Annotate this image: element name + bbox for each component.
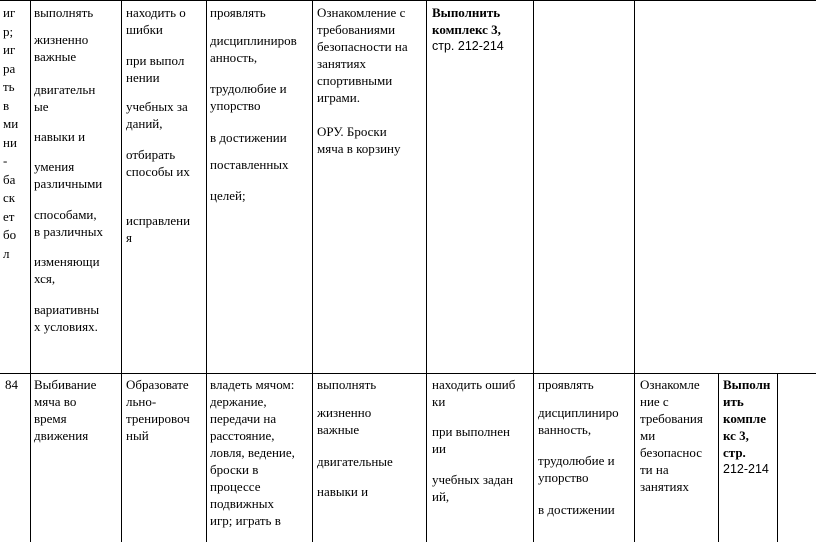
game-name-text: иг р; иг ра ть в ми ни - ба ск ет бо л: [3, 5, 19, 261]
cell-text: Ознакомление с требованиями безопасности на занятиях спортивными играми.: [317, 5, 408, 105]
column-divider: [121, 373, 122, 542]
cell-text: при выполнен ии: [432, 424, 510, 456]
cell-text: выполнять: [34, 5, 94, 20]
row2-lesson-topic-cell: [34, 376, 120, 444]
cell-text: проявлять: [210, 5, 266, 20]
column-divider: [121, 0, 122, 373]
cell-text: комплекс 3,: [432, 22, 501, 37]
cell-text: 212-214: [723, 462, 769, 476]
column-divider: [206, 373, 207, 542]
column-divider: [206, 0, 207, 373]
cell-text: стр. 212-214: [432, 39, 504, 53]
cell-text: дисциплиниров анность,: [210, 33, 297, 65]
cell-text: учебных задан ий,: [432, 472, 514, 504]
cell-text: изменяющи хся,: [34, 254, 100, 286]
cell-text: двигательные: [317, 454, 393, 469]
cell-text: Выполнить: [432, 5, 501, 20]
column-divider: [718, 373, 719, 542]
column-divider: [312, 373, 313, 542]
row2-lesson-content-cell: [640, 376, 718, 495]
table-top-border: [0, 0, 816, 1]
cell-text: выполнять: [317, 377, 377, 392]
cell-text: умения различными: [34, 159, 103, 191]
cell-text: жизненно важные: [34, 32, 89, 64]
column-divider: [426, 0, 427, 373]
column-divider: [30, 373, 31, 542]
cell-text: при выпол нении: [126, 53, 185, 85]
cell-text: в достижении: [538, 502, 615, 517]
cell-text: вариативны х условиях.: [34, 302, 100, 334]
row1-homework-cell: [432, 4, 532, 55]
cell-text: жизненно важные: [317, 405, 372, 437]
cell-text: находить ошиб ки: [432, 377, 516, 409]
column-divider: [30, 0, 31, 373]
cell-text: поставленных: [210, 157, 289, 172]
column-divider: [533, 373, 534, 542]
cell-text: трудолюбие и упорство: [538, 453, 615, 485]
cell-text: Ознакомле ние с требования ми безопаснос ти на занятиях: [640, 377, 703, 494]
column-divider: [312, 0, 313, 373]
row2-ball-skills-cell: [210, 376, 310, 529]
column-divider: [634, 373, 635, 542]
cell-text: навыки и: [317, 484, 369, 499]
cell-text: учебных за даний,: [126, 99, 188, 131]
cell-text: ОРУ. Броски мяча в корзину: [317, 124, 401, 156]
cell-text: двигательн ые: [34, 82, 96, 114]
column-divider: [634, 0, 635, 373]
column-divider: [777, 373, 778, 542]
cell-text: владеть мячом: держание, передачи на расстояние, ловля, ведение, броски в процессе подвижных игр; играть в: [210, 377, 295, 528]
row1-game-name-fragment: [3, 4, 29, 263]
cell-text: исправлени я: [126, 213, 191, 245]
cell-text: целей;: [210, 188, 246, 203]
cell-text: навыки и: [34, 129, 86, 144]
cell-text: проявлять: [538, 377, 594, 392]
cell-text: способами, в различных: [34, 207, 103, 239]
row2-homework-cell: [723, 376, 777, 478]
column-divider: [533, 0, 534, 373]
cell-text: Образовате льно- тренировоч ный: [126, 377, 190, 443]
cell-text: находить о шибки: [126, 5, 186, 37]
cell-text: трудолюбие и упорство: [210, 81, 287, 113]
cell-text: отбирать способы их: [126, 147, 190, 179]
row2-lesson-type-cell: [126, 376, 206, 444]
cell-text: в достижении: [210, 130, 287, 145]
row2-lesson-number: [5, 376, 29, 393]
lesson-number-text: 84: [5, 377, 18, 392]
cell-text: Выбивание мяча во время движения: [34, 377, 97, 443]
cell-text: дисциплиниро ванность,: [538, 405, 619, 437]
cell-text: Выполн ить компле кс 3,: [723, 377, 771, 443]
row-divider: [0, 373, 816, 374]
cell-text: стр.: [723, 445, 746, 460]
column-divider: [426, 373, 427, 542]
